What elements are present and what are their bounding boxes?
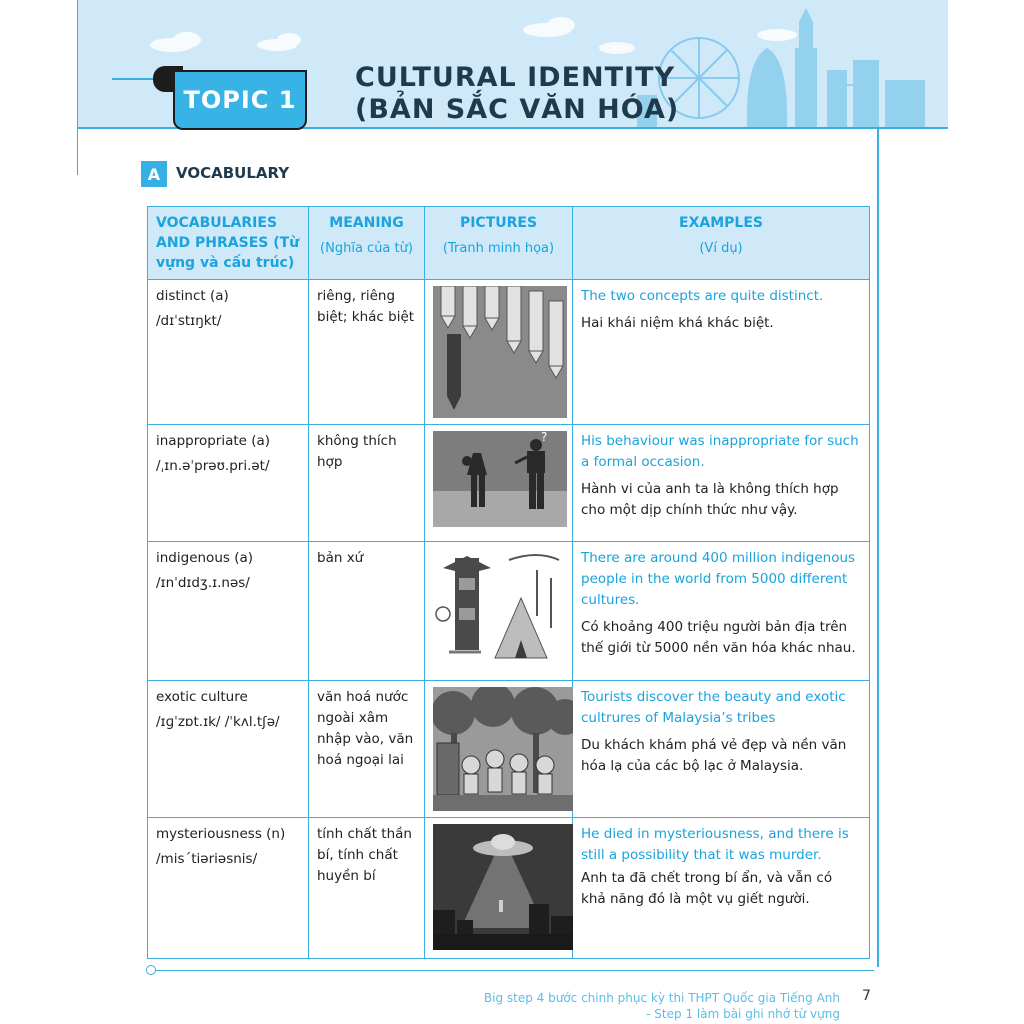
- svg-text:?: ?: [541, 431, 548, 444]
- footer-line: [150, 970, 874, 971]
- example-cell: [573, 818, 870, 959]
- picture-cell: [425, 280, 573, 425]
- example-vi: Có khoảng 400 triệu người bản địa trên thế giới từ 5000 nền văn hóa khác nhau.: [581, 619, 856, 656]
- meaning-cell: riêng, riêng biệt; khác biệt: [309, 280, 425, 425]
- header-examples-label: EXAMPLES: [679, 215, 763, 231]
- picture-cell: [425, 542, 573, 681]
- table-header-row: [148, 207, 870, 280]
- table-row: [148, 280, 870, 425]
- frame-left-line: [77, 0, 78, 175]
- vocab-word: distinct (a): [156, 288, 229, 304]
- header-vocabulary: [148, 207, 309, 280]
- vocab-ipa: /ɪɡˈzɒt.ɪk/ /ˈkʌl.tʃə/: [156, 714, 280, 730]
- totem-teepee-illustration: [433, 548, 567, 670]
- pencils-illustration: [433, 286, 567, 418]
- example-cell: [573, 425, 870, 542]
- vocab-ipa: /dɪˈstɪŋkt/: [156, 313, 222, 329]
- header-meaning-sub: (Nghĩa của từ): [320, 241, 413, 256]
- title-line-2: (BẢN SẮC VĂN HÓA): [355, 94, 680, 125]
- vocab-cell: [148, 280, 309, 425]
- header-examples: [573, 207, 870, 280]
- bowing-men-illustration: [433, 431, 567, 527]
- table-row: [148, 542, 870, 681]
- ufo-illustration: [433, 824, 573, 950]
- vocab-ipa: /misˊtiəriəsnis/: [156, 851, 258, 867]
- example-cell: [573, 542, 870, 681]
- header-meaning: [309, 207, 425, 280]
- topic-tab: TOPIC 1: [173, 70, 307, 130]
- meaning-cell: tính chất thần bí, tính chất huyền bí: [309, 818, 425, 959]
- header-examples-sub: (Ví dụ): [699, 241, 743, 256]
- example-cell: [573, 280, 870, 425]
- header-vocabulary-label: VOCABULARIES AND PHRASES (Từ vựng và cấu trúc): [156, 215, 300, 271]
- meaning-cell: bản xứ: [309, 542, 425, 681]
- header-pictures: [425, 207, 573, 280]
- vocab-cell: [148, 818, 309, 959]
- vocab-word: indigenous (a): [156, 550, 254, 566]
- footer-text: [484, 990, 840, 1022]
- vocab-cell: [148, 542, 309, 681]
- header-pictures-label: PICTURES: [459, 215, 538, 231]
- example-cell: [573, 681, 870, 818]
- vocab-word: exotic culture: [156, 689, 248, 705]
- table-row: [148, 818, 870, 959]
- example-en: The two concepts are quite distinct.: [581, 288, 824, 304]
- footer-line-2: - Step 1 làm bài ghi nhớ từ vựng: [646, 1007, 840, 1021]
- section-badge: A: [141, 161, 167, 187]
- vocab-cell: [148, 425, 309, 542]
- vocab-word: inappropriate (a): [156, 433, 271, 449]
- table-row: [148, 681, 870, 818]
- meaning-cell: văn hoá nước ngoài xâm nhập vào, văn hoá ngoại lai: [309, 681, 425, 818]
- frame-connector: [112, 78, 154, 80]
- example-en: His behaviour was inappropriate for such a formal occasion.: [581, 433, 859, 470]
- example-en: There are around 400 million indigenous people in the world from 5000 different cultures.: [581, 550, 856, 608]
- section-title: VOCABULARY: [176, 164, 290, 182]
- table-row: [148, 425, 870, 542]
- frame-right-line: [877, 127, 879, 967]
- footer-line-1: Big step 4 bước chinh phục kỳ thi THPT Quốc gia Tiếng Anh: [483, 991, 840, 1005]
- example-vi: Anh ta đã chết trong bí ẩn, và vẫn có khả năng đó là một vụ giết người.: [581, 870, 833, 907]
- header-pictures-sub: (Tranh minh họa): [442, 241, 555, 256]
- footer-dot: [146, 965, 156, 975]
- picture-cell: [425, 818, 573, 959]
- page-number: 7: [862, 988, 871, 1004]
- picture-cell: [425, 681, 573, 818]
- vocabulary-table: [147, 206, 870, 959]
- example-en: He died in mysteriousness, and there is still a possibility that it was murder.: [581, 826, 849, 863]
- vocab-ipa: /ɪnˈdɪdʒ.ɪ.nəs/: [156, 575, 250, 591]
- vocab-cell: [148, 681, 309, 818]
- page-title: [355, 62, 679, 126]
- title-line-1: CULTURAL IDENTITY: [355, 62, 676, 93]
- example-vi: Hai khái niệm khá khác biệt.: [581, 315, 774, 331]
- picture-cell: [425, 425, 573, 542]
- vocab-word: mysteriousness (n): [156, 826, 286, 842]
- example-vi: Du khách khám phá vẻ đẹp và nền văn hóa lạ của các bộ lạc ở Malaysia.: [581, 737, 847, 774]
- tourists-illustration: [433, 687, 573, 811]
- example-vi: Hành vi của anh ta là không thích hợp cho một dịp chính thức như vậy.: [581, 481, 839, 518]
- header-meaning-label: MEANING: [329, 215, 404, 231]
- meaning-cell: không thích hợp: [309, 425, 425, 542]
- vocab-ipa: /ˌɪn.əˈprəʊ.pri.ət/: [156, 458, 270, 474]
- example-en: Tourists discover the beauty and exotic cultrures of Malaysia’s tribes: [581, 689, 846, 726]
